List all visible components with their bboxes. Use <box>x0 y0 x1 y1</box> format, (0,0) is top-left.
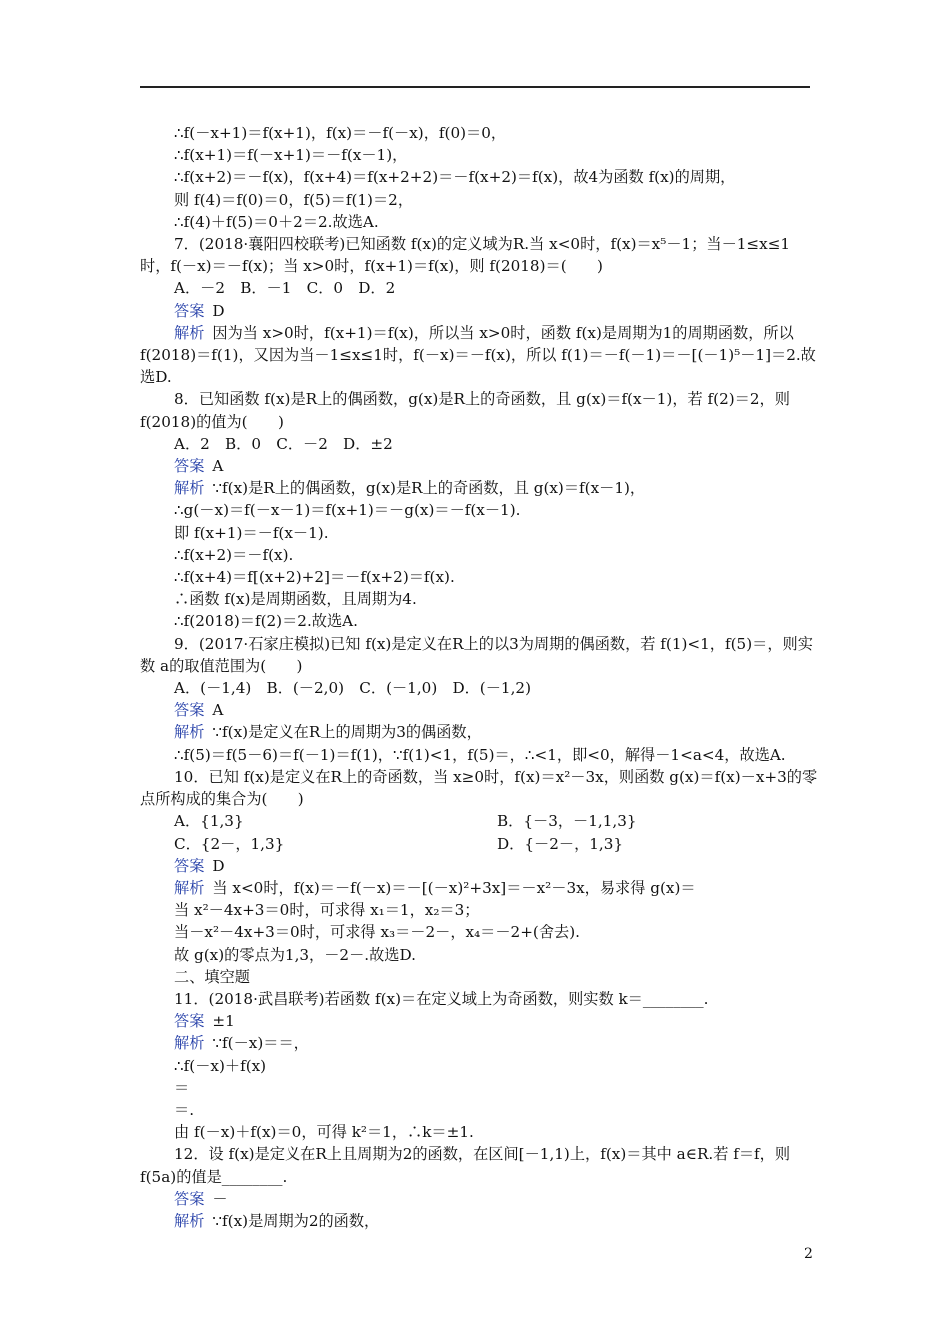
text-line <box>140 588 820 610</box>
text-line <box>140 144 820 166</box>
answer-label: 答案 <box>174 856 205 875</box>
text-line <box>140 277 820 299</box>
option-text: D．{－2－，1,3} <box>497 834 624 853</box>
answer-label: 答案 <box>174 301 205 320</box>
text-line <box>140 566 820 588</box>
line-text: 当－x²－4x+3＝0时，可求得 x₃＝－2－，x₄＝－2+(舍去). <box>174 923 580 942</box>
line-text: ∴g(－x)＝f(－x－1)＝f(x+1)＝－g(x)＝－f(x－1). <box>174 501 521 520</box>
line-text: 由 f(－x)＋f(x)＝0，可得 k²＝1，∴k＝±1. <box>174 1123 474 1142</box>
line-text: A．－2 B．－1 C．0 D．2 <box>174 279 396 298</box>
line-text: ∴f(x+1)＝f(－x+1)＝－f(x－1)， <box>174 146 408 165</box>
text-line <box>140 1077 820 1099</box>
text-line <box>140 966 820 988</box>
text-line <box>140 921 820 943</box>
text-line <box>140 433 820 455</box>
option-text: A．{1,3} <box>174 812 244 831</box>
line-text: ∵f(x)是R上的偶函数，g(x)是R上的奇函数，且 g(x)＝f(x－1)， <box>212 479 646 498</box>
text-line <box>140 677 820 699</box>
text-line <box>140 211 820 233</box>
line-text: D <box>212 856 225 875</box>
text-block <box>140 855 820 1232</box>
line-text: ∴f(－x)＋f(x) <box>174 1056 267 1075</box>
solution-label: 解析 <box>174 479 205 498</box>
option-text: B．{－3，－1,1,3} <box>497 812 637 831</box>
line-text: A．2 B．0 C．－2 D．±2 <box>174 434 393 453</box>
option-text: C．{2－，1,3} <box>174 834 285 853</box>
text-line <box>140 1099 820 1121</box>
solution-line <box>140 477 820 499</box>
solution-line <box>140 1210 820 1232</box>
line-text: ∴f(2018)＝f(2)＝2.故选A. <box>174 612 358 631</box>
line-text: ∴f(x+4)＝f[(x+2)+2]＝－f(x+2)＝f(x). <box>174 568 455 587</box>
line-text: ∵f(－x)＝＝， <box>212 1034 309 1053</box>
solution-label: 解析 <box>174 323 205 342</box>
text-line <box>140 610 820 632</box>
line-text: 当 x<0时，f(x)＝－f(－x)＝－[(－x)²+3x]＝－x²－3x，易求得 g(x)＝ <box>212 878 696 897</box>
line-text: 即 f(x+1)＝－f(x－1). <box>174 523 329 542</box>
line-text: 11．(2018·武昌联考)若函数 f(x)＝在定义域上为奇函数，则实数 k＝________. <box>174 989 709 1008</box>
solution-label: 解析 <box>174 878 205 897</box>
text-line <box>140 744 820 766</box>
line-text: ∵f(x)是周期为2的函数， <box>212 1211 380 1230</box>
line-text: 则 f(4)＝f(0)＝0，f(5)＝f(1)＝2， <box>174 190 414 209</box>
solution-label: 解析 <box>174 1211 205 1230</box>
line-text: A <box>212 701 224 720</box>
line-text: 二、填空题 <box>174 967 250 986</box>
text-line <box>140 499 820 521</box>
text-line <box>140 899 820 921</box>
text-line <box>140 988 820 1010</box>
text-block <box>140 122 820 810</box>
line-text: ∴函数 f(x)是周期函数，且周期为4. <box>174 590 417 609</box>
answer-line <box>140 1010 820 1032</box>
answer-label: 答案 <box>174 1012 205 1031</box>
solution-line <box>140 322 820 389</box>
line-text: 10．已知 f(x)是定义在R上的奇函数，当 x≥0时，f(x)＝x²－3x，则函数 g(x)＝f(x)－x+3的零点所构成的集合为( ) <box>140 767 818 809</box>
answer-label: 答案 <box>174 701 205 720</box>
answer-line <box>140 1188 820 1210</box>
line-text: ±1 <box>212 1012 235 1031</box>
line-text: 故 g(x)的零点为1,3，－2－.故选D. <box>174 945 416 964</box>
solution-line <box>140 877 820 899</box>
solution-label: 解析 <box>174 1034 205 1053</box>
line-text: ∴f(－x+1)＝f(x+1)，f(x)＝－f(－x)，f(0)＝0， <box>174 124 507 142</box>
line-text: ∴f(x+2)＝－f(x). <box>174 545 294 564</box>
text-line <box>140 544 820 566</box>
line-text: ＝. <box>174 1100 195 1119</box>
page-number: 2 <box>804 1246 813 1262</box>
option-row <box>140 810 820 832</box>
line-text: A．(－1,4) B．(－2,0) C．(－1,0) D．(－1,2) <box>174 679 532 698</box>
line-text: ∴f(5)＝f(5－6)＝f(－1)＝f(1)，∵f(1)<1，f(5)＝，∴<1，即<0，解得－1<a<4，故选A. <box>174 745 786 764</box>
line-text: ∵f(x)是定义在R上的周期为3的偶函数， <box>212 723 482 742</box>
line-text: 因为当 x>0时，f(x+1)＝f(x)，所以当 x>0时，函数 f(x)是周期为1的周期函数，所以 f(2018)＝f(1)，又因为当－1≤x≤1时，f(－x)＝－f(x)，所以 f(1)＝－f(－1)＝－[(－1)⁵－1]＝2.故选D. <box>140 323 816 387</box>
solution-line <box>140 1032 820 1054</box>
document-body <box>140 122 820 1232</box>
text-line <box>140 766 820 810</box>
header-rule <box>140 86 810 88</box>
line-text: D <box>212 301 225 320</box>
line-text: ＝ <box>174 1078 190 1097</box>
answer-line <box>140 455 820 477</box>
line-text: 7．(2018·襄阳四校联考)已知函数 f(x)的定义域为R.当 x<0时，f(x)＝x⁵－1；当－1≤x≤1时，f(－x)＝－f(x)；当 x>0时，f(x+1)＝f(x)，则 f(2018)＝( ) <box>140 235 791 276</box>
answer-label: 答案 <box>174 457 205 476</box>
text-line <box>140 522 820 544</box>
answer-line <box>140 699 820 721</box>
solution-line <box>140 721 820 743</box>
answer-line <box>140 855 820 877</box>
line-text: ∴f(x+2)＝－f(x)，f(x+4)＝f(x+2+2)＝－f(x+2)＝f(x)，故4为函数 f(x)的周期， <box>174 168 736 187</box>
line-text: － <box>212 1189 228 1208</box>
text-line <box>140 166 820 188</box>
text-line <box>140 122 820 144</box>
text-line <box>140 1055 820 1077</box>
line-text: 9．(2017·石家庄模拟)已知 f(x)是定义在R上的以3为周期的偶函数，若 f(1)<1，f(5)＝，则实数 a的取值范围为( ) <box>140 634 813 675</box>
option-row <box>140 833 820 855</box>
line-text: A <box>212 457 224 476</box>
line-text: 8．已知函数 f(x)是R上的偶函数，g(x)是R上的奇函数，且 g(x)＝f(x－1)，若 f(2)＝2，则 f(2018)的值为( ) <box>140 390 790 431</box>
solution-label: 解析 <box>174 723 205 742</box>
answer-line <box>140 300 820 322</box>
line-text: ∴f(4)＋f(5)＝0＋2＝2.故选A. <box>174 212 379 231</box>
line-text: 12．设 f(x)是定义在R上且周期为2的函数，在区间[－1,1)上，f(x)＝其中 a∈R.若 f＝f，则 f(5a)的值是________. <box>140 1145 791 1186</box>
text-line <box>140 388 820 432</box>
text-line <box>140 633 820 677</box>
line-text: 当 x²－4x+3＝0时，可求得 x₁＝1，x₂＝3； <box>174 901 480 920</box>
answer-label: 答案 <box>174 1189 205 1208</box>
q10-options <box>140 810 820 854</box>
text-line <box>140 233 820 277</box>
text-line <box>140 944 820 966</box>
text-line <box>140 189 820 211</box>
text-line <box>140 1143 820 1187</box>
text-line <box>140 1121 820 1143</box>
